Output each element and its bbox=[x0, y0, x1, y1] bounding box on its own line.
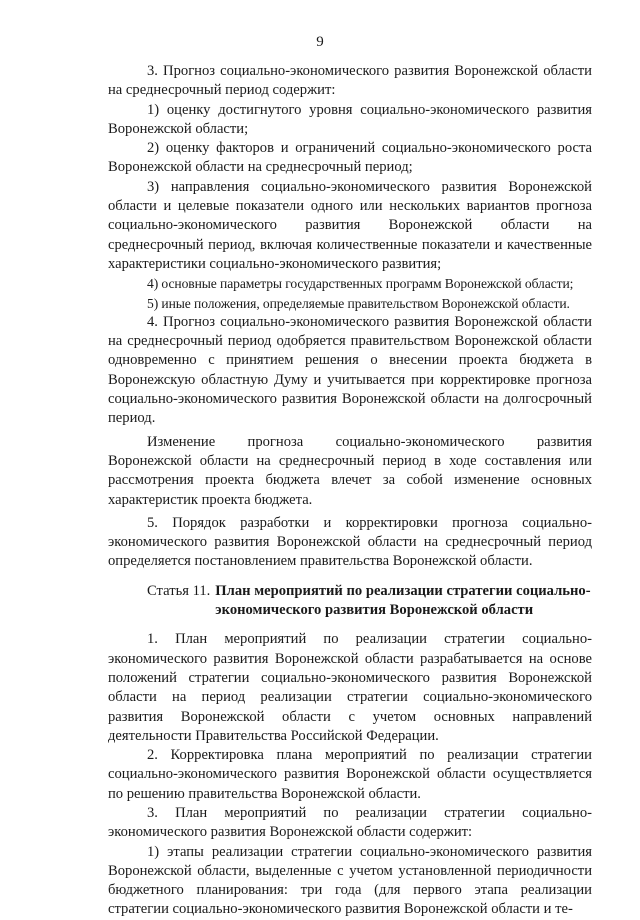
paragraph: 4. Прогноз социально-экономического развития Воронежской области на среднесрочный период одобряется правительством Воронежской области одновременно с принятием решения о внесении проекта бюджета в Воронежскую областную Думу и учитывается при корректировке прогноза социально-экономического развития Воронежской области на долгосрочный период. bbox=[108, 313, 592, 427]
paragraph: 2. Корректировка плана мероприятий по реализации стратегии социально-экономического развития Воронежской области осуществляется по решению правительства Воронежской области. bbox=[108, 747, 592, 802]
article-heading bbox=[108, 582, 592, 621]
paragraph: 3. План мероприятий по реализации стратегии социально-экономического развития Воронежской области содержит: bbox=[108, 804, 592, 841]
article-number: Статья 11. bbox=[147, 582, 211, 599]
paragraph: 1. План мероприятий по реализации стратегии социально-экономического развития Воронежской области разрабатывается на основе положений стратегии социально-экономического развития Воронежской области на период реализации стратегии социально-экономического развития Воронежской области с учетом основных направлений деятельности Правительства Российской Федерации. bbox=[108, 631, 592, 744]
list-item: 2) оценку факторов и ограничений социально-экономического роста Воронежской области на среднесрочный период; bbox=[108, 140, 592, 176]
page-number: 9 bbox=[316, 34, 324, 50]
paragraph: 3. Прогноз социально-экономического развития Воронежской области на среднесрочный период содержит: bbox=[108, 63, 592, 99]
list-item: 1) оценку достигнутого уровня социально-экономического развития Воронежской области; bbox=[108, 101, 592, 137]
list-item: 1) этапы реализации стратегии социально-экономического развития Воронежской области, выделенные с учетом установленной периодичности бюджетного планирования: три года (для первого этапа реализации стратегии социально-экономического развития Воронежской области и те- bbox=[108, 843, 592, 918]
list-item: 3) направления социально-экономического развития Воронежской области и целевые показатели одного или нескольких вариантов прогноза социально-экономического развития Воронежской области на среднесрочный период, включая количественные показатели и качественные характеристики социально-экономического развития; bbox=[108, 178, 592, 272]
paragraph: Изменение прогноза социально-экономического развития Воронежской области на среднесрочный период в ходе составления или рассмотрения проекта бюджета влечет за собой изменение основных характеристик проекта бюджета. bbox=[108, 433, 592, 508]
paragraph: 5. Порядок разработки и корректировки прогноза социально-экономического развития Воронежской области на среднесрочный период определяется постановлением правительства Воронежской области. bbox=[108, 514, 592, 570]
list-item: 4) основные параметры государственных программ Воронежской области; bbox=[147, 276, 574, 292]
list-item: 5) иные положения, определяемые правительством Воронежской области. bbox=[147, 295, 570, 311]
article-title: План мероприятий по реализации стратегии социально-экономического развития Воронежской области bbox=[215, 582, 591, 619]
document-body bbox=[108, 62, 592, 920]
